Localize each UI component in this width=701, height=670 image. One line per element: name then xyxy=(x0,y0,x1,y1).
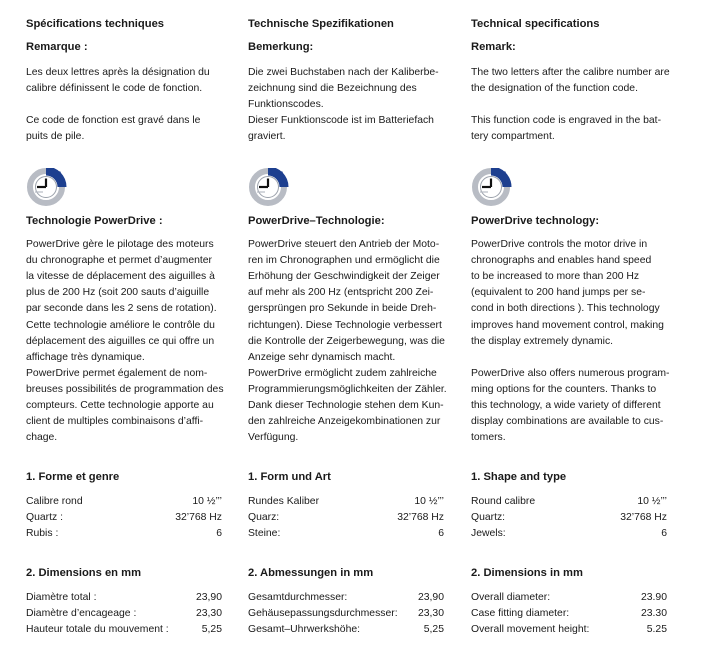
powerdrive-text-line: breuses possibilités de programmation des xyxy=(26,383,224,395)
powerdrive-text-line: Erhöhung der Geschwindigkeit der Zeiger xyxy=(248,271,440,283)
powerdrive-text-line: the display extremely dynamic. xyxy=(471,335,614,347)
spec-value: 23,30 xyxy=(417,608,444,620)
spec-value: 23,30 xyxy=(195,608,222,620)
spec-row xyxy=(471,606,667,622)
engraved-line: puits de pile. xyxy=(26,131,85,143)
remark-line: graviert. xyxy=(248,131,286,143)
spec-row xyxy=(248,494,444,510)
powerdrive-text-line: PowerDrive controls the motor drive in xyxy=(471,239,648,250)
spec-value: 5,25 xyxy=(423,624,444,636)
powerdrive-text-line: improves hand movement control, making xyxy=(471,319,664,331)
powerdrive-logo-icon xyxy=(26,168,72,206)
remark-line: Funktionscodes. xyxy=(248,99,324,111)
engraved-line: Ce code de fonction est gravé dans le xyxy=(26,115,201,126)
spec-row xyxy=(471,590,667,606)
spec-value: 32’768 Hz xyxy=(397,512,444,524)
spec-value: 5,25 xyxy=(201,624,222,636)
powerdrive-text-line: to be increased to more than 200 Hz xyxy=(471,271,640,283)
spec-value: 6 xyxy=(661,528,667,540)
powerdrive-text-line: déplacement des aiguilles ce qui offre un xyxy=(26,335,215,347)
powerdrive-text-line: cond in both directions ). This technology xyxy=(471,303,660,315)
powerdrive-text-line: die Kontrolle der Zeigerbewegung, was die xyxy=(248,335,445,347)
engraved-line: tery compartment. xyxy=(471,131,555,143)
powerdrive-text-line: du chronographe et permet d’augmenter xyxy=(26,255,212,267)
spec-row xyxy=(26,622,222,638)
section-heading-dimensions: 2. Abmessungen in mm xyxy=(248,567,374,579)
powerdrive-text-line: par seconde dans les 2 sens de rotation). xyxy=(26,303,217,315)
powerdrive-text-line: display combinations are available to cus- xyxy=(471,416,664,428)
spec-row xyxy=(471,526,667,542)
powerdrive-text-line: chronographs and enables hand speed xyxy=(471,255,652,267)
section-heading-shape: 1. Forme et genre xyxy=(26,471,120,483)
powerdrive-text-line: plus de 200 Hz (soit 200 sauts d’aiguille xyxy=(26,287,210,299)
powerdrive-text-line: Verfügung. xyxy=(248,432,299,444)
spec-value: 10 ½’’’ xyxy=(637,496,667,507)
section-heading-dimensions: 2. Dimensions en mm xyxy=(26,567,142,579)
spec-row xyxy=(26,510,222,526)
spec-row xyxy=(471,622,667,638)
remark-line: The two letters after the calibre number are xyxy=(471,67,670,78)
powerdrive-text-line: PowerDrive ermöglicht zudem zahlreiche xyxy=(248,367,437,379)
spec-value: 10 ½’’’ xyxy=(414,496,444,507)
spec-row xyxy=(26,526,222,542)
powerdrive-logo-icon xyxy=(471,168,517,206)
engraved-line: This function code is engraved in the bat- xyxy=(471,115,662,126)
powerdrive-text-line: (equivalent to 200 hand jumps per se- xyxy=(471,287,646,299)
spec-value: 32’768 Hz xyxy=(620,512,667,524)
spec-row xyxy=(248,622,444,638)
spec-label: Gesamtdurchmesser: xyxy=(248,592,348,603)
powerdrive-logo-icon xyxy=(248,168,294,206)
spec-label: Steine: xyxy=(248,528,281,540)
powerdrive-heading: Technologie PowerDrive : xyxy=(26,215,163,227)
powerdrive-text-line: richtungen). Diese Technologie verbessert xyxy=(248,319,442,331)
spec-label: Diamètre total : xyxy=(26,592,97,603)
powerdrive-text-line: Dank dieser Technologie stehen dem Kun- xyxy=(248,400,444,411)
spec-label: Calibre rond xyxy=(26,496,83,507)
powerdrive-text-line: ren im Chronographen und ermöglicht die xyxy=(248,255,440,267)
spec-label: Round calibre xyxy=(471,496,536,507)
spec-label: Jewels: xyxy=(471,528,506,540)
remark-line: Les deux lettres après la désignation du xyxy=(26,67,210,78)
section-heading-shape: 1. Shape and type xyxy=(471,471,567,483)
spec-label: Case fitting diameter: xyxy=(471,608,570,620)
powerdrive-heading: PowerDrive–Technologie: xyxy=(248,215,385,227)
spec-label: Overall diameter: xyxy=(471,592,551,603)
spec-label: Overall movement height: xyxy=(471,624,590,636)
spec-row xyxy=(471,510,667,526)
powerdrive-text-line: gersprüngen pro Sekunde in beide Dreh- xyxy=(248,303,437,315)
spec-value: 23.90 xyxy=(640,592,667,603)
spec-value: 23,90 xyxy=(417,592,444,603)
column-title: Technical specifications xyxy=(471,18,600,30)
spec-value: 6 xyxy=(216,528,222,540)
remark-heading: Remark: xyxy=(471,41,516,53)
powerdrive-text-line: ming options for the counters. Thanks to xyxy=(471,383,657,395)
spec-label: Quartz: xyxy=(471,512,506,524)
powerdrive-text-line: la vitesse de déplacement des aiguilles à xyxy=(26,271,215,283)
spec-label: Gehäusepassungsdurchmesser: xyxy=(248,608,398,620)
spec-row xyxy=(26,590,222,606)
spec-value: 5.25 xyxy=(646,624,667,636)
spec-label: Rundes Kaliber xyxy=(248,496,320,507)
powerdrive-text-line: client de multiples combinaisons d’affi- xyxy=(26,416,204,428)
spec-value: 6 xyxy=(438,528,444,540)
remark-line: calibre définissent le code de fonction. xyxy=(26,83,203,95)
powerdrive-text-line: Programmierungsmöglichkeiten der Zähler. xyxy=(248,383,447,395)
spec-label: Quartz : xyxy=(26,512,63,524)
remark-heading: Remarque : xyxy=(26,41,88,53)
powerdrive-text-line: auf mehr als 200 Hz (entspricht 200 Zei- xyxy=(248,287,434,299)
powerdrive-text-line: Cette technologie améliore le contrôle du xyxy=(26,319,215,331)
powerdrive-text-line: PowerDrive permet également de nom- xyxy=(26,367,208,379)
spec-row xyxy=(26,606,222,622)
spec-value: 23,90 xyxy=(195,592,222,603)
column-title: Spécifications techniques xyxy=(26,18,165,30)
spec-row xyxy=(248,510,444,526)
powerdrive-text-line: PowerDrive also offers numerous program- xyxy=(471,367,670,379)
section-heading-dimensions: 2. Dimensions in mm xyxy=(471,567,583,579)
powerdrive-text-line: chage. xyxy=(26,432,58,444)
spec-row xyxy=(471,494,667,510)
powerdrive-text-line: Anzeige sehr dynamisch macht. xyxy=(248,351,396,363)
powerdrive-text-line: PowerDrive gère le pilotage des moteurs xyxy=(26,239,214,250)
spec-label: Diamètre d’encageage : xyxy=(26,608,137,620)
spec-value: 23.30 xyxy=(640,608,667,620)
powerdrive-text-line: compteurs. Cette technologie apporte au xyxy=(26,400,214,411)
spec-label: Rubis : xyxy=(26,528,59,540)
spec-label: Hauteur totale du mouvement : xyxy=(26,624,169,636)
spec-label: Quarz: xyxy=(248,512,280,524)
powerdrive-text-line: this technology, a wide variety of different xyxy=(471,400,661,411)
spec-value: 32’768 Hz xyxy=(175,512,222,524)
remark-line: the designation of the function code. xyxy=(471,83,638,95)
powerdrive-heading: PowerDrive technology: xyxy=(471,215,600,227)
remark-line: Die zwei Buchstaben nach der Kaliberbe- xyxy=(248,67,439,78)
powerdrive-text-line: affichage très dynamique. xyxy=(26,351,145,363)
column-title: Technische Spezifikationen xyxy=(248,18,394,30)
remark-line: zeichnung sind die Bezeichnung des xyxy=(248,83,417,95)
powerdrive-text-line: PowerDrive steuert den Antrieb der Moto- xyxy=(248,239,440,250)
spec-value: 10 ½’’’ xyxy=(192,496,222,507)
spec-row xyxy=(248,526,444,542)
spec-row xyxy=(248,606,444,622)
powerdrive-text-line: tomers. xyxy=(471,432,506,444)
spec-label: Gesamt–Uhrwerkshöhe: xyxy=(248,624,361,636)
spec-row xyxy=(248,590,444,606)
remark-heading: Bemerkung: xyxy=(248,41,314,53)
section-heading-shape: 1. Form und Art xyxy=(248,471,331,483)
remark-line: Dieser Funktionscode ist im Batteriefach xyxy=(248,115,434,127)
spec-row xyxy=(26,494,222,510)
powerdrive-text-line: den zahlreiche Anzeigekombinationen zur xyxy=(248,416,441,428)
